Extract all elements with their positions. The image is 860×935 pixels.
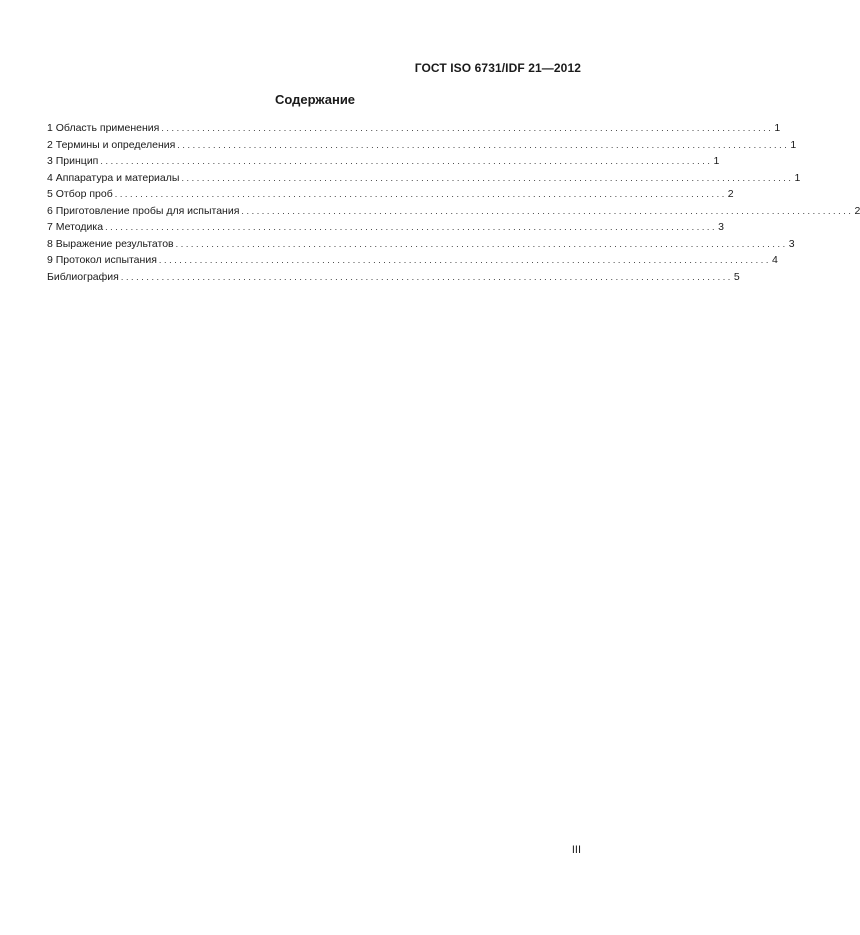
toc-entry-label: 6 Приготовление пробы для испытания <box>47 204 240 217</box>
toc-entry-page: 1 <box>774 122 781 134</box>
toc-dot-leader: ........................................................................................................................ <box>175 238 788 249</box>
toc-title: Содержание <box>274 92 356 107</box>
toc-entry[interactable] <box>47 120 781 137</box>
toc-entry[interactable] <box>47 137 797 154</box>
toc-entry-label: 2 Термины и определения <box>47 138 176 151</box>
toc-entry-page: 1 <box>713 155 720 167</box>
toc-entry-page: 1 <box>794 171 801 184</box>
toc-entry[interactable] <box>47 219 724 236</box>
toc-entry[interactable] <box>47 252 778 269</box>
toc-entry[interactable] <box>47 186 734 203</box>
toc-entry-label: Библиография <box>47 270 119 283</box>
toc-entry-page: 2 <box>727 188 734 200</box>
toc-dot-leader: ........................................................................................................................ <box>158 255 771 265</box>
standard-id-header: ГОСТ ISO 6731/IDF 21—2012 <box>414 61 581 75</box>
toc-dot-leader: ........................................................................................................................ <box>177 139 790 150</box>
toc-dot-leader: ........................................................................................................................ <box>114 189 727 199</box>
toc-entry-page: 1 <box>790 138 797 151</box>
toc-entry-page: 5 <box>733 270 740 283</box>
page-number: III <box>571 844 581 856</box>
toc-entry-label: 1 Область применения <box>47 122 160 134</box>
toc-entry-page: 3 <box>788 237 795 250</box>
toc-dot-leader: ........................................................................................................................ <box>100 156 713 166</box>
toc-dot-leader: ........................................................................................................................ <box>241 205 854 216</box>
toc-entry-page: 3 <box>718 221 724 233</box>
table-of-contents <box>47 120 860 285</box>
toc-dot-leader: ........................................................................................................................ <box>181 172 794 183</box>
toc-entry[interactable] <box>47 269 740 286</box>
toc-entry[interactable] <box>47 203 860 220</box>
toc-entry-label: 4 Аппаратура и материалы <box>47 171 180 184</box>
toc-dot-leader: ........................................................................................................................ <box>120 271 733 282</box>
toc-entry-label: 8 Выражение результатов <box>47 237 174 250</box>
toc-entry-page: 2 <box>854 204 860 217</box>
toc-entry[interactable] <box>47 236 795 253</box>
toc-dot-leader: ........................................................................................................................ <box>105 222 718 232</box>
toc-entry-page: 4 <box>771 254 778 266</box>
toc-dot-leader: ........................................................................................................................ <box>161 123 774 133</box>
toc-entry-label: 7 Методика <box>47 221 104 233</box>
toc-entry-label: 3 Принцип <box>47 155 99 167</box>
toc-entry[interactable] <box>47 153 720 170</box>
toc-entry[interactable] <box>47 170 801 187</box>
toc-entry-label: 5 Отбор проб <box>47 188 113 200</box>
toc-entry-label: 9 Протокол испытания <box>47 254 157 266</box>
